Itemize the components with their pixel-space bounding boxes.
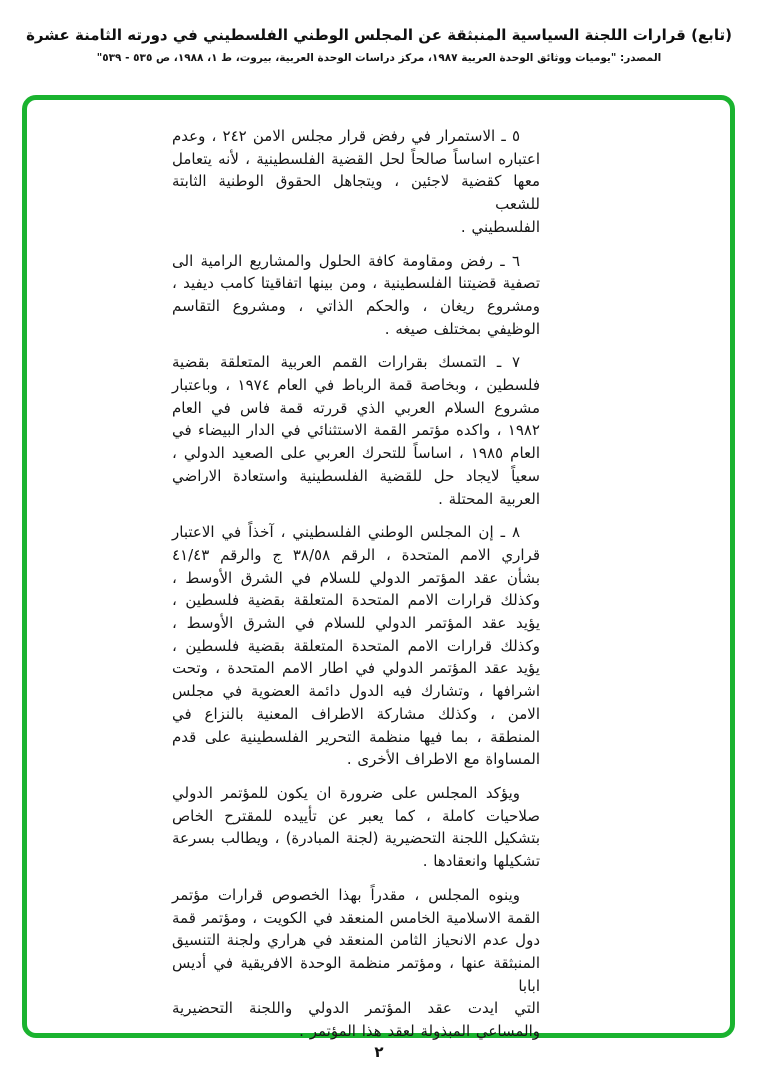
paragraph: [172, 884, 540, 1043]
text-line: العام ١٩٨٥ ، اساساً للتحرك العربي على الصعيد الدولي ،: [172, 444, 540, 463]
paragraph: [172, 521, 540, 771]
text-line: صلاحيات كاملة ، كما يعبر عن تأييده للمقترح الخاص: [172, 806, 540, 825]
text-line: تصفية قضيتنا الفلسطينية ، ومن بينها اتفاقيتا كامب ديفيد ،: [172, 274, 540, 293]
text-line: العربية المحتلة .: [438, 489, 540, 508]
text-line: الوظيفي بمختلف صيغه .: [384, 319, 540, 338]
text-line: المنبثقة عنها ، ومؤتمر منظمة الوحدة الافريقية في أديس ابابا: [172, 953, 540, 995]
text-line: سعياً لايجاد حل للقضية الفلسطينية واستعادة الاراضي: [172, 466, 540, 485]
text-line: فلسطين ، وبخاصة قمة الرباط في العام ١٩٧٤ ، وباعتبار: [172, 376, 540, 395]
text-line: الامن ، وكذلك مشاركة الاطراف المعنية بالنزاع في: [172, 704, 540, 723]
text-line: مشروع السلام العربي الذي قررته قمة فاس في العام: [172, 398, 540, 417]
source-line: المصدر: "يوميات ووثائق الوحدة العربية ١٩٨٧، مركز دراسات الوحدة العربية، بيروت، ط ١، ١٩٨٨، ص ٥٣٥ - ٥٣٩": [96, 52, 662, 64]
paragraph: [172, 250, 540, 341]
text-line: والمساعي المبذولة لعقد هذا المؤتمر .: [299, 1022, 540, 1041]
text-line: يؤيد عقد المؤتمر الدولي للسلام في الشرق الأوسط ،: [172, 614, 540, 633]
text-line: ويؤكد المجلس على ضرورة ان يكون للمؤتمر الدولي: [172, 783, 520, 802]
document-header: [0, 26, 758, 64]
text-line: بشأن عقد المؤتمر الدولي للسلام في الشرق الأوسط ،: [172, 568, 540, 587]
text-line: اعتباره اساساً صالحاً لحل القضية الفلسطينية ، لأنه يتعامل: [172, 149, 540, 168]
text-line: المنطقة ، بما فيها منظمة التحرير الفلسطينية على قدم: [172, 727, 540, 746]
text-line: ٨ ـ إن المجلس الوطني الفلسطيني ، آخذاً في الاعتبار: [172, 523, 520, 542]
paragraph: [172, 125, 540, 239]
text-line: بتشكيل اللجنة التحضيرية (لجنة المبادرة) ، ويطالب بسرعة: [172, 829, 540, 848]
text-line: التي ايدت عقد المؤتمر الدولي واللجنة التحضيرية: [172, 999, 540, 1018]
text-line: اشرافها ، وتشارك فيه الدول دائمة العضوية في مجلس: [172, 682, 540, 701]
document-body: [172, 125, 540, 1043]
text-line: ٧ ـ التمسك بقرارات القمم العربية المتعلقة بقضية: [172, 353, 520, 372]
text-line: الفلسطيني .: [460, 217, 540, 236]
text-line: وكذلك قرارات الامم المتحدة المتعلقة بقضية فلسطين ،: [172, 636, 540, 655]
text-line: ٦ ـ رفض ومقاومة كافة الحلول والمشاريع الرامية الى: [172, 251, 520, 270]
text-line: دول عدم الانحياز الثامن المنعقد في هراري ولجنة التنسيق: [172, 931, 540, 950]
page-number: ٢: [374, 1043, 384, 1061]
text-line: قراري الامم المتحدة ، الرقم ٣٨/٥٨ ج والرقم ٤١/٤٣: [172, 545, 540, 564]
text-line: القمة الاسلامية الخامس المنعقد في الكويت ، ومؤتمر قمة: [172, 908, 540, 927]
text-line: ومشروع ريغان ، والحكم الذاتي ، ومشروع التقاسم: [172, 296, 540, 315]
text-line: معها كقضية لاجئين ، ويتجاهل الحقوق الوطنية الثابتة للشعب: [172, 172, 540, 214]
text-line: وينوه المجلس ، مقدراً بهذا الخصوص قرارات مؤتمر: [172, 885, 520, 904]
text-line: ١٩٨٢ ، واكده مؤتمر القمة الاستثنائي في الدار البيضاء في: [172, 421, 540, 440]
page-title: (تابع) قرارات اللجنة السياسية المنبثقة عن المجلس الوطني الفلسطيني في دورته الثامنة عشرة: [26, 26, 732, 44]
text-line: وكذلك قرارات الامم المتحدة المتعلقة بقضية فلسطين ،: [172, 591, 540, 610]
document-frame: [22, 95, 735, 1041]
paragraph: [172, 351, 540, 510]
text-line: المساواة مع الاطراف الأخرى .: [346, 750, 540, 769]
text-line: تشكيلها وانعقادها .: [422, 852, 540, 871]
text-line: يؤيد عقد المؤتمر الدولي في اطار الامم المتحدة ، وتحت: [172, 659, 540, 678]
text-line: ٥ ـ الاستمرار في رفض قرار مجلس الامن ٢٤٢ ، وعدم: [172, 127, 520, 145]
paragraph: [172, 782, 540, 873]
